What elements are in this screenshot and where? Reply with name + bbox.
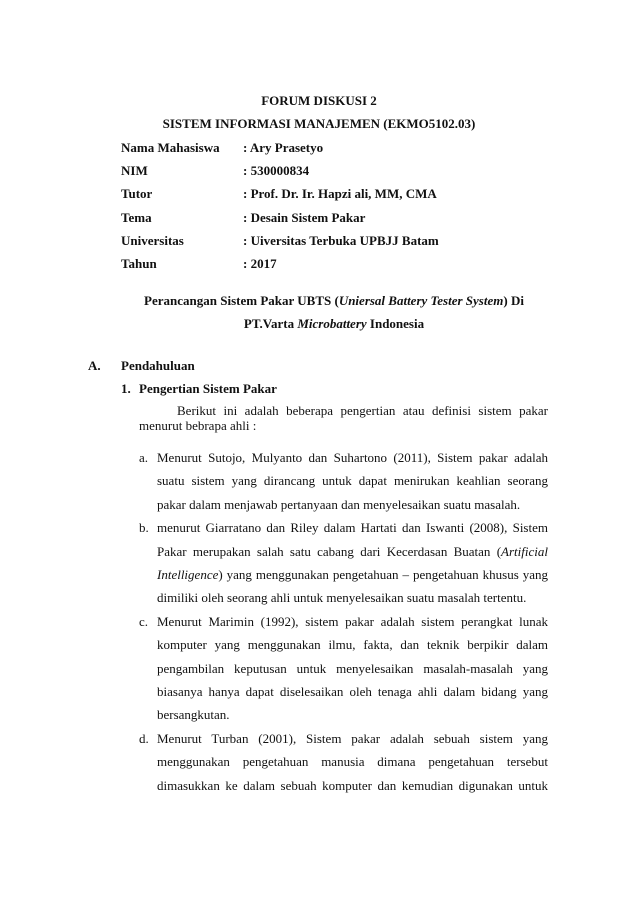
info-row-university bbox=[121, 233, 439, 256]
list-marker: a. bbox=[139, 450, 149, 465]
list-marker: c. bbox=[139, 613, 149, 629]
info-value: : Uiversitas Terbuka UPBJJ Batam bbox=[243, 232, 439, 248]
list-item bbox=[139, 516, 548, 610]
course-title: SISTEM INFORMASI MANAJEMEN (EKMO5102.03) bbox=[162, 116, 476, 131]
paper-subtitle-line1 bbox=[15, 293, 638, 309]
section-title: Pendahuluan bbox=[121, 358, 195, 373]
list-item bbox=[139, 727, 548, 797]
info-row-year bbox=[121, 256, 439, 279]
info-row-theme bbox=[121, 210, 439, 233]
list-text bbox=[157, 516, 548, 610]
section-heading bbox=[88, 358, 195, 374]
info-label: Tema bbox=[121, 209, 152, 225]
info-label: Tutor bbox=[121, 186, 153, 202]
subtitle-italic: Microbattery bbox=[297, 316, 367, 331]
list-text: Menurut Marimin (1992), sistem pakar adalah sistem perangkat lunak komputer yang menggunakan ilmu, fakta, dan teknik berpikir dalam pengambilan keputusan untuk menyelesaikan masalah-masalah yang biasanya hanya dapat diselesaikan oleh tenaga ahli dalam bidang yang bersangkutan. bbox=[157, 613, 548, 723]
subsection-title: Pengertian Sistem Pakar bbox=[139, 381, 277, 396]
list-text: Menurut Turban (2001), Sistem pakar adalah sebuah sistem yang menggunakan pengetahuan manusia dimana pengetahuan tersebut dimasukkan ke dalam sebuah komputer dan kemudian digunakan untuk bbox=[157, 730, 548, 793]
subtitle-text: PT.Varta bbox=[243, 316, 298, 331]
subtitle-text: ) Di bbox=[503, 293, 524, 308]
info-value: : 2017 bbox=[243, 255, 277, 271]
subtitle-italic: Uniersal Battery Tester System bbox=[338, 293, 504, 308]
subtitle-text: Perancangan Sistem Pakar UBTS ( bbox=[144, 293, 339, 308]
list-text-italic: Artificial Intelligence bbox=[157, 543, 548, 583]
subtitle-text: Indonesia bbox=[366, 316, 425, 331]
subsection-heading bbox=[121, 381, 277, 397]
list-text: Menurut Sutojo, Mulyanto dan Suhartono (2011), Sistem pakar adalah suatu sistem yang dirancang untuk dapat menirukan keahlian seorang pakar dalam menjawab pertanyaan dan menyelesaikan suatu masalah. bbox=[157, 450, 548, 512]
intro-paragraph: Berikut ini adalah beberapa pengertian atau definisi sistem pakar menurut bebrapa ahli : bbox=[139, 403, 548, 433]
info-label: Tahun bbox=[121, 255, 157, 271]
info-label: NIM bbox=[121, 163, 148, 179]
info-value: : Prof. Dr. Ir. Hapzi ali, MM, CMA bbox=[243, 186, 437, 202]
list-marker: b. bbox=[139, 520, 149, 536]
subsection-marker: 1. bbox=[121, 381, 131, 396]
info-label: Nama Mahasiswa bbox=[121, 140, 220, 155]
info-value: : 530000834 bbox=[243, 163, 310, 179]
list-item bbox=[139, 446, 548, 516]
info-row-name bbox=[121, 140, 439, 163]
info-row-nim bbox=[121, 163, 439, 186]
list-text-part: ) yang menggunakan pengetahuan – pengetahuan khusus yang dimiliki oleh seorang ahli untuk menyelesaikan suatu masalah tertentu. bbox=[157, 567, 548, 606]
info-row-tutor bbox=[121, 186, 439, 209]
student-info bbox=[121, 140, 439, 279]
info-value: : Desain Sistem Pakar bbox=[243, 209, 366, 225]
info-value: : Ary Prasetyo bbox=[243, 140, 324, 155]
section-marker: A. bbox=[88, 358, 101, 373]
info-label: Universitas bbox=[121, 232, 184, 248]
list-text-part: menurut Giarratano dan Riley dalam Hartati dan Iswanti (2008), Sistem Pakar merupakan salah satu cabang dari Kecerdasan Buatan ( bbox=[157, 520, 548, 559]
document-title: FORUM DISKUSI 2 bbox=[261, 93, 377, 108]
list-marker: d. bbox=[139, 730, 149, 746]
list-item bbox=[139, 610, 548, 727]
definition-list bbox=[139, 446, 548, 797]
paper-subtitle-line2 bbox=[15, 316, 638, 332]
